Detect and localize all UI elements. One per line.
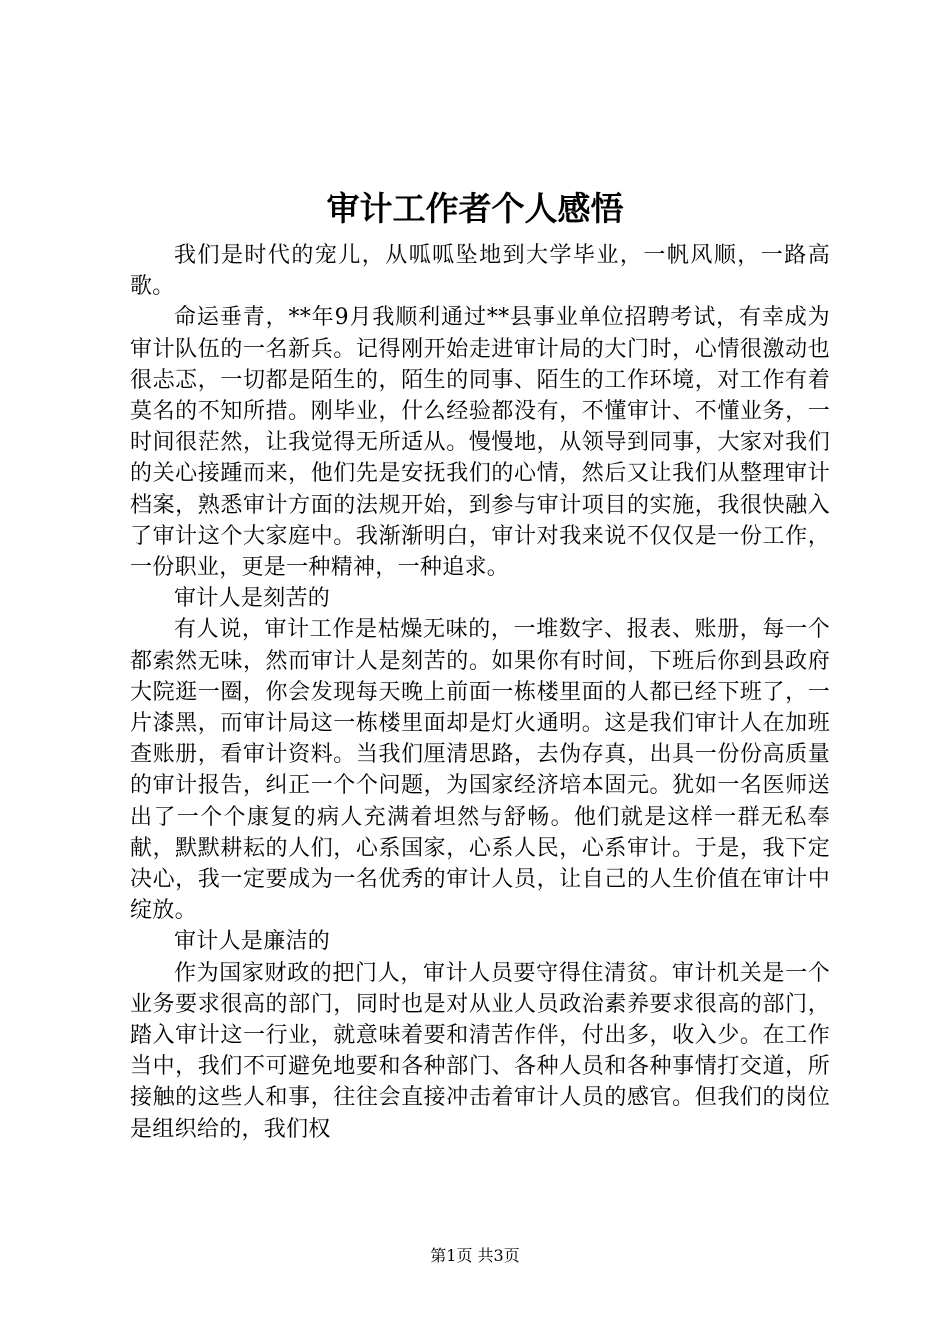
document-title: 审计工作者个人感悟 (326, 189, 624, 228)
section-heading-diligent: 审计人是刻苦的 (174, 586, 331, 612)
page-number-footer: 第1页 共3页 (430, 1246, 520, 1265)
paragraph-diligent: 有人说，审计工作是枯燥无味的，一堆数字、报表、账册，每一个都索然无味，然而审计人是刻苦的。如果你有时间，下班后你到县政府大院逛一圈，你会发现每天晚上前面一栋楼里面的人都已经下班了，一片漆黑，而审计局这一栋楼里面却是灯火通明。这是我们审计人在加班查账册，看审计资料。当我们厘清思路，去伪存真，出具一份份高质量的审计报告，纠正一个个问题，为国家经济培本固元。犹如一名医师送出了一个个康复的病人充满着坦然与舒畅。他们就是这样一群无私奉献，默默耕耘的人们，心系国家，心系人民，心系审计。于是，我下定决心，我一定要成为一名优秀的审计人员，让自己的人生价值在审计中绽放。 (130, 617, 830, 924)
paragraph-integrity: 作为国家财政的把门人，审计人员要守得住清贫。审计机关是一个业务要求很高的部门，同时也是对从业人员政治素养要求很高的部门，踏入审计这一行业，就意味着要和清苦作伴，付出多，收入少。在工作当中，我们不可避免地要和各种部门、各种人员和各种事情打交道，所接触的这些人和事，往往会直接冲击着审计人员的感官。但我们的岗位是组织给的，我们权 (130, 960, 830, 1142)
paragraph-joining-audit: 命运垂青，**年9月我顺利通过**县事业单位招聘考试，有幸成为审计队伍的一名新兵。记得刚开始走进审计局的大门时，心情很激动也很忐忑，一切都是陌生的，陌生的同事、陌生的工作环境，对工作有着莫名的不知所措。刚毕业，什么经验都没有，不懂审计、不懂业务，一时间很茫然，让我觉得无所适从。慢慢地，从领导到同事，大家对我们的关心接踵而来，他们先是安抚我们的心情，然后又让我们从整理审计档案，熟悉审计方面的法规开始，到参与审计项目的实施，我很快融入了审计这个大家庭中。我渐渐明白，审计对我来说不仅仅是一份工作，一份职业，更是一种精神，一种追求。 (130, 305, 830, 581)
section-heading-integrity: 审计人是廉洁的 (174, 929, 331, 955)
document-body (130, 240, 830, 1145)
paragraph-intro: 我们是时代的宠儿，从呱呱坠地到大学毕业，一帆风顺，一路高歌。 (130, 243, 830, 300)
